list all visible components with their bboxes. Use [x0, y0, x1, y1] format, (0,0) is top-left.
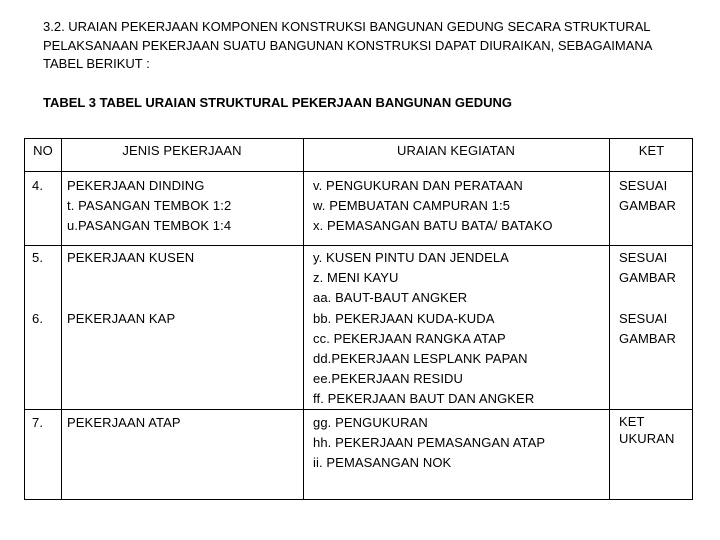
header-ket: KET [638, 143, 665, 158]
jenis-line: PEKERJAAN DINDING [67, 178, 205, 193]
uraian-line: ff. PEKERJAAN BAUT DAN ANGKER [313, 391, 535, 406]
row-7-no: 7. [32, 415, 44, 430]
row-5-ket [619, 248, 676, 288]
row-7-jenis [67, 413, 181, 433]
uraian-line: v. PENGUKURAN DAN PERATAAN [313, 178, 523, 193]
row-7-uraian [313, 413, 545, 473]
header-jenis: JENIS PEKERJAAN [122, 143, 242, 158]
ket-line: KET [619, 414, 645, 429]
uraian-line: hh. PEKERJAAN PEMASANGAN ATAP [313, 435, 546, 450]
uraian-line: aa. BAUT-BAUT ANGKER [313, 290, 468, 305]
row-divider [25, 409, 692, 410]
row-7-ket [619, 413, 675, 447]
row-5-jenis [67, 248, 194, 268]
ket-line: GAMBAR [619, 331, 676, 346]
section-heading [43, 18, 703, 74]
uraian-line: w. PEMBUATAN CAMPURAN 1:5 [313, 198, 511, 213]
jenis-line: u.PASANGAN TEMBOK 1:4 [67, 218, 232, 233]
ket-line: SESUAI [619, 250, 668, 265]
uraian-line: x. PEMASANGAN BATU BATA/ BATAKO [313, 218, 553, 233]
row-6-jenis [67, 309, 175, 329]
ket-line: SESUAI [619, 178, 668, 193]
uraian-line: ee.PEKERJAAN RESIDU [313, 371, 464, 386]
uraian-line: y. KUSEN PINTU DAN JENDELA [313, 250, 509, 265]
row-6-ket [619, 309, 676, 349]
jenis-line: t. PASANGAN TEMBOK 1:2 [67, 198, 232, 213]
row-6-no: 6. [32, 311, 44, 326]
row-4-ket [619, 176, 676, 216]
table-title: TABEL 3 TABEL URAIAN STRUKTURAL PEKERJAAN BANGUNAN GEDUNG [43, 95, 512, 110]
uraian-line: cc. PEKERJAAN RANGKA ATAP [313, 331, 506, 346]
uraian-line: ii. PEMASANGAN NOK [313, 455, 452, 470]
uraian-line: gg. PENGUKURAN [313, 415, 428, 430]
row-5-no: 5. [32, 250, 44, 265]
heading-line-3: TABEL BERIKUT : [43, 56, 150, 71]
heading-line-1: 3.2. URAIAN PEKERJAAN KOMPONEN KONSTRUKSI BANGUNAN GEDUNG SECARA STRUKTURAL [43, 19, 651, 34]
heading-line-2: PELAKSANAAN PEKERJAAN SUATU BANGUNAN KONSTRUKSI DAPAT DIURAIKAN, SEBAGAIMANA [43, 37, 653, 53]
uraian-line: bb. PEKERJAAN KUDA-KUDA [313, 311, 495, 326]
header-no: NO [33, 143, 53, 158]
uraian-line: z. MENI KAYU [313, 270, 399, 285]
work-table [24, 138, 693, 500]
uraian-line: dd.PEKERJAAN LESPLANK PAPAN [313, 351, 528, 366]
row-4-uraian [313, 176, 553, 236]
row-divider [25, 245, 692, 246]
header-uraian: URAIAN KEGIATAN [396, 143, 516, 158]
column-divider [61, 139, 62, 499]
column-divider [609, 139, 610, 499]
ket-line: SESUAI [619, 311, 668, 326]
ket-line: GAMBAR [619, 270, 676, 285]
row-divider [25, 171, 692, 172]
row-5-uraian [313, 248, 509, 308]
ket-line: GAMBAR [619, 198, 676, 213]
row-4-jenis [67, 176, 231, 236]
ket-line: UKURAN [619, 431, 675, 446]
jenis-line: PEKERJAAN KAP [67, 311, 176, 326]
jenis-line: PEKERJAAN KUSEN [67, 250, 195, 265]
jenis-line: PEKERJAAN ATAP [67, 415, 181, 430]
row-6-uraian [313, 309, 534, 409]
column-divider [303, 139, 304, 499]
row-4-no: 4. [32, 178, 44, 193]
